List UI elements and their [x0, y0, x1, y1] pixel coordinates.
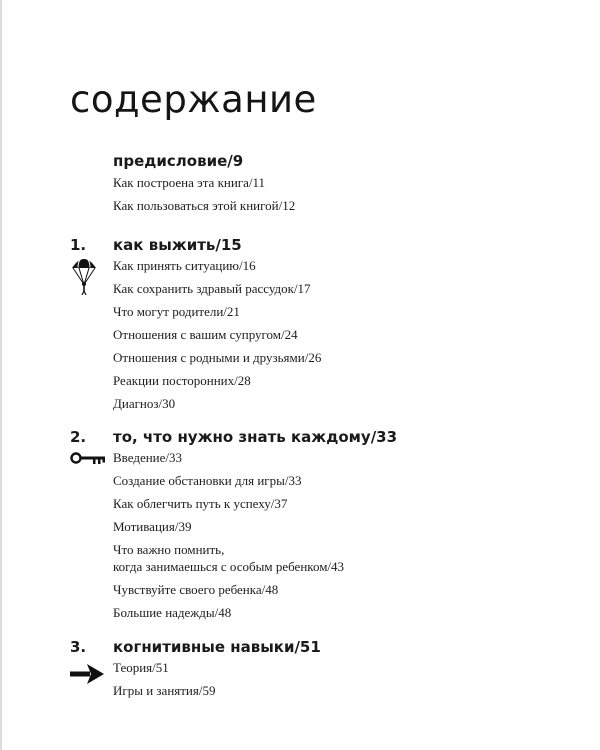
- arrow-right-icon: [70, 664, 104, 684]
- chapter-number: 3.: [70, 638, 87, 656]
- toc-item: Как облегчить путь к успеху/37: [113, 496, 288, 511]
- toc-item: Как сохранить здравый рассудок/17: [113, 281, 311, 296]
- parachute-icon: [70, 255, 98, 295]
- chapter-heading: то, что нужно знать каждому/33: [113, 428, 398, 446]
- chapter-heading: как выжить/15: [113, 236, 242, 254]
- chapter-number: 1.: [70, 236, 87, 254]
- page-edge: [0, 0, 2, 750]
- toc-item: Введение/33: [113, 450, 183, 465]
- chapter-heading: когнитивные навыки/51: [113, 638, 321, 656]
- toc-item: Что важно помнить,: [113, 542, 225, 557]
- toc-item: Мотивация/39: [113, 519, 192, 534]
- toc-item: Большие надежды/48: [113, 605, 232, 620]
- key-icon: [70, 451, 106, 465]
- page-title: содержание: [70, 78, 317, 121]
- toc-item: Как принять ситуацию/16: [113, 258, 256, 273]
- toc-item: Как пользоваться этой книгой/12: [113, 198, 296, 213]
- toc-item: когда занимаешься с особым ребенком/43: [113, 559, 345, 574]
- toc-item: Реакции посторонних/28: [113, 373, 251, 388]
- toc-item: Что могут родители/21: [113, 304, 240, 319]
- toc-item: Диагноз/30: [113, 396, 176, 411]
- toc-item: Чувствуйте своего ребенка/48: [113, 582, 279, 597]
- toc-item: Отношения с вашим супругом/24: [113, 327, 298, 342]
- toc-item: Создание обстановки для игры/33: [113, 473, 302, 488]
- preface-heading: предисловие/9: [113, 152, 244, 170]
- toc-item: Теория/51: [113, 660, 169, 675]
- toc-item: Отношения с родными и друзьями/26: [113, 350, 322, 365]
- chapter-number: 2.: [70, 428, 87, 446]
- toc-item: Как построена эта книга/11: [113, 175, 266, 190]
- toc-item: Игры и занятия/59: [113, 683, 216, 698]
